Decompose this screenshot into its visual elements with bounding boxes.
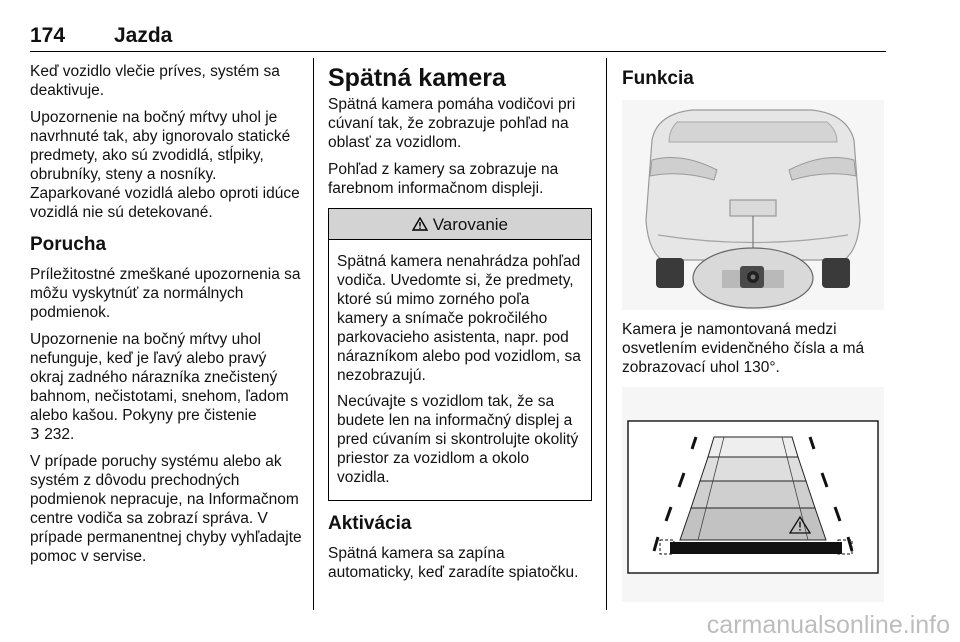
header-rule bbox=[30, 51, 886, 52]
page-reference-link[interactable]: 232. bbox=[44, 426, 75, 443]
warning-text: Spätná kamera nenahrádza pohľad vodiča. Uvedomte si, že predmety, ktoré sú mimo zorného poľa kamery a snímače pokročilého parkovacieho asistenta, napr. pod nárazníkom alebo pod vozidlom, sa nezobrazujú. bbox=[337, 253, 581, 384]
middle-column bbox=[328, 62, 592, 590]
page-header bbox=[30, 24, 172, 48]
left-column bbox=[30, 62, 302, 574]
heading-funkcia: Funkcia bbox=[622, 68, 694, 89]
car-rear-camera-illustration bbox=[622, 100, 884, 310]
watermark: carmanualsonline.info bbox=[706, 611, 950, 639]
warning-triangle-icon bbox=[412, 215, 433, 234]
paragraph-cleaning bbox=[30, 330, 302, 444]
paragraph: Pohľad z kamery sa zobrazuje na farebnom informačnom displeji. bbox=[328, 161, 559, 197]
camera-display-guidelines-diagram bbox=[622, 387, 884, 602]
page-ref-arrow-icon: 3 bbox=[30, 425, 40, 443]
warning-body bbox=[329, 240, 591, 500]
paragraph: Príležitostné zmeškané upozornenia sa môžu vyskytnúť za normálnych podmienok. bbox=[30, 266, 301, 321]
paragraph: Keď vozidlo vlečie príves, systém sa deaktivuje. bbox=[30, 63, 280, 99]
paragraph: Spätná kamera pomáha vodičovi pri cúvaní tak, že zobrazuje pohľad na oblasť za vozidlom. bbox=[328, 96, 576, 151]
warning-text: Necúvajte s vozidlom tak, že sa budete len na informačný displej a pred cúvaním si skontrolujte okolitý priestor za vozidlom a okolo vozidla. bbox=[337, 393, 579, 486]
paragraph: Spätná kamera sa zapína automaticky, keď zaradíte spiatočku. bbox=[328, 545, 579, 581]
right-column bbox=[622, 62, 888, 612]
section-title: Jazda bbox=[114, 24, 173, 47]
warning-box bbox=[328, 208, 592, 501]
page-number: 174 bbox=[30, 24, 66, 47]
warning-title: Varovanie bbox=[432, 215, 509, 234]
warning-header bbox=[329, 209, 591, 240]
section-heading: Spätná kamera bbox=[328, 64, 506, 92]
paragraph: Kamera je namontovaná medzi osvetlením evidenčného čísla a má zobrazovací uhol 130°. bbox=[622, 321, 865, 376]
paragraph: Upozornenie na bočný mŕtvy uhol je navrhnuté tak, aby ignorovalo statické predmety, ako sú zvodidlá, stĺpiky, obrubníky, steny a nosníky. Zaparkované vozidlá alebo oproti idúce vozidlá nie sú detekované. bbox=[30, 109, 300, 221]
heading-porucha: Porucha bbox=[30, 234, 107, 255]
heading-aktivacia: Aktivácia bbox=[328, 513, 412, 534]
column-divider-1 bbox=[313, 58, 314, 610]
paragraph: V prípade poruchy systému alebo ak systém z dôvodu prechodných podmienok nepracuje, na Informačnom centre vodiča sa zobrazí správa. V prípade permanentnej chyby vyhľadajte pomoc v servise. bbox=[30, 453, 302, 565]
paragraph-text: Upozornenie na bočný mŕtvy uhol nefunguje, keď je ľavý alebo pravý okraj zadného nárazníka znečistený bahnom, nečistotami, snehom, ľadom alebo kašou. Pokyny pre čistenie bbox=[30, 331, 289, 424]
column-divider-2 bbox=[606, 58, 607, 610]
